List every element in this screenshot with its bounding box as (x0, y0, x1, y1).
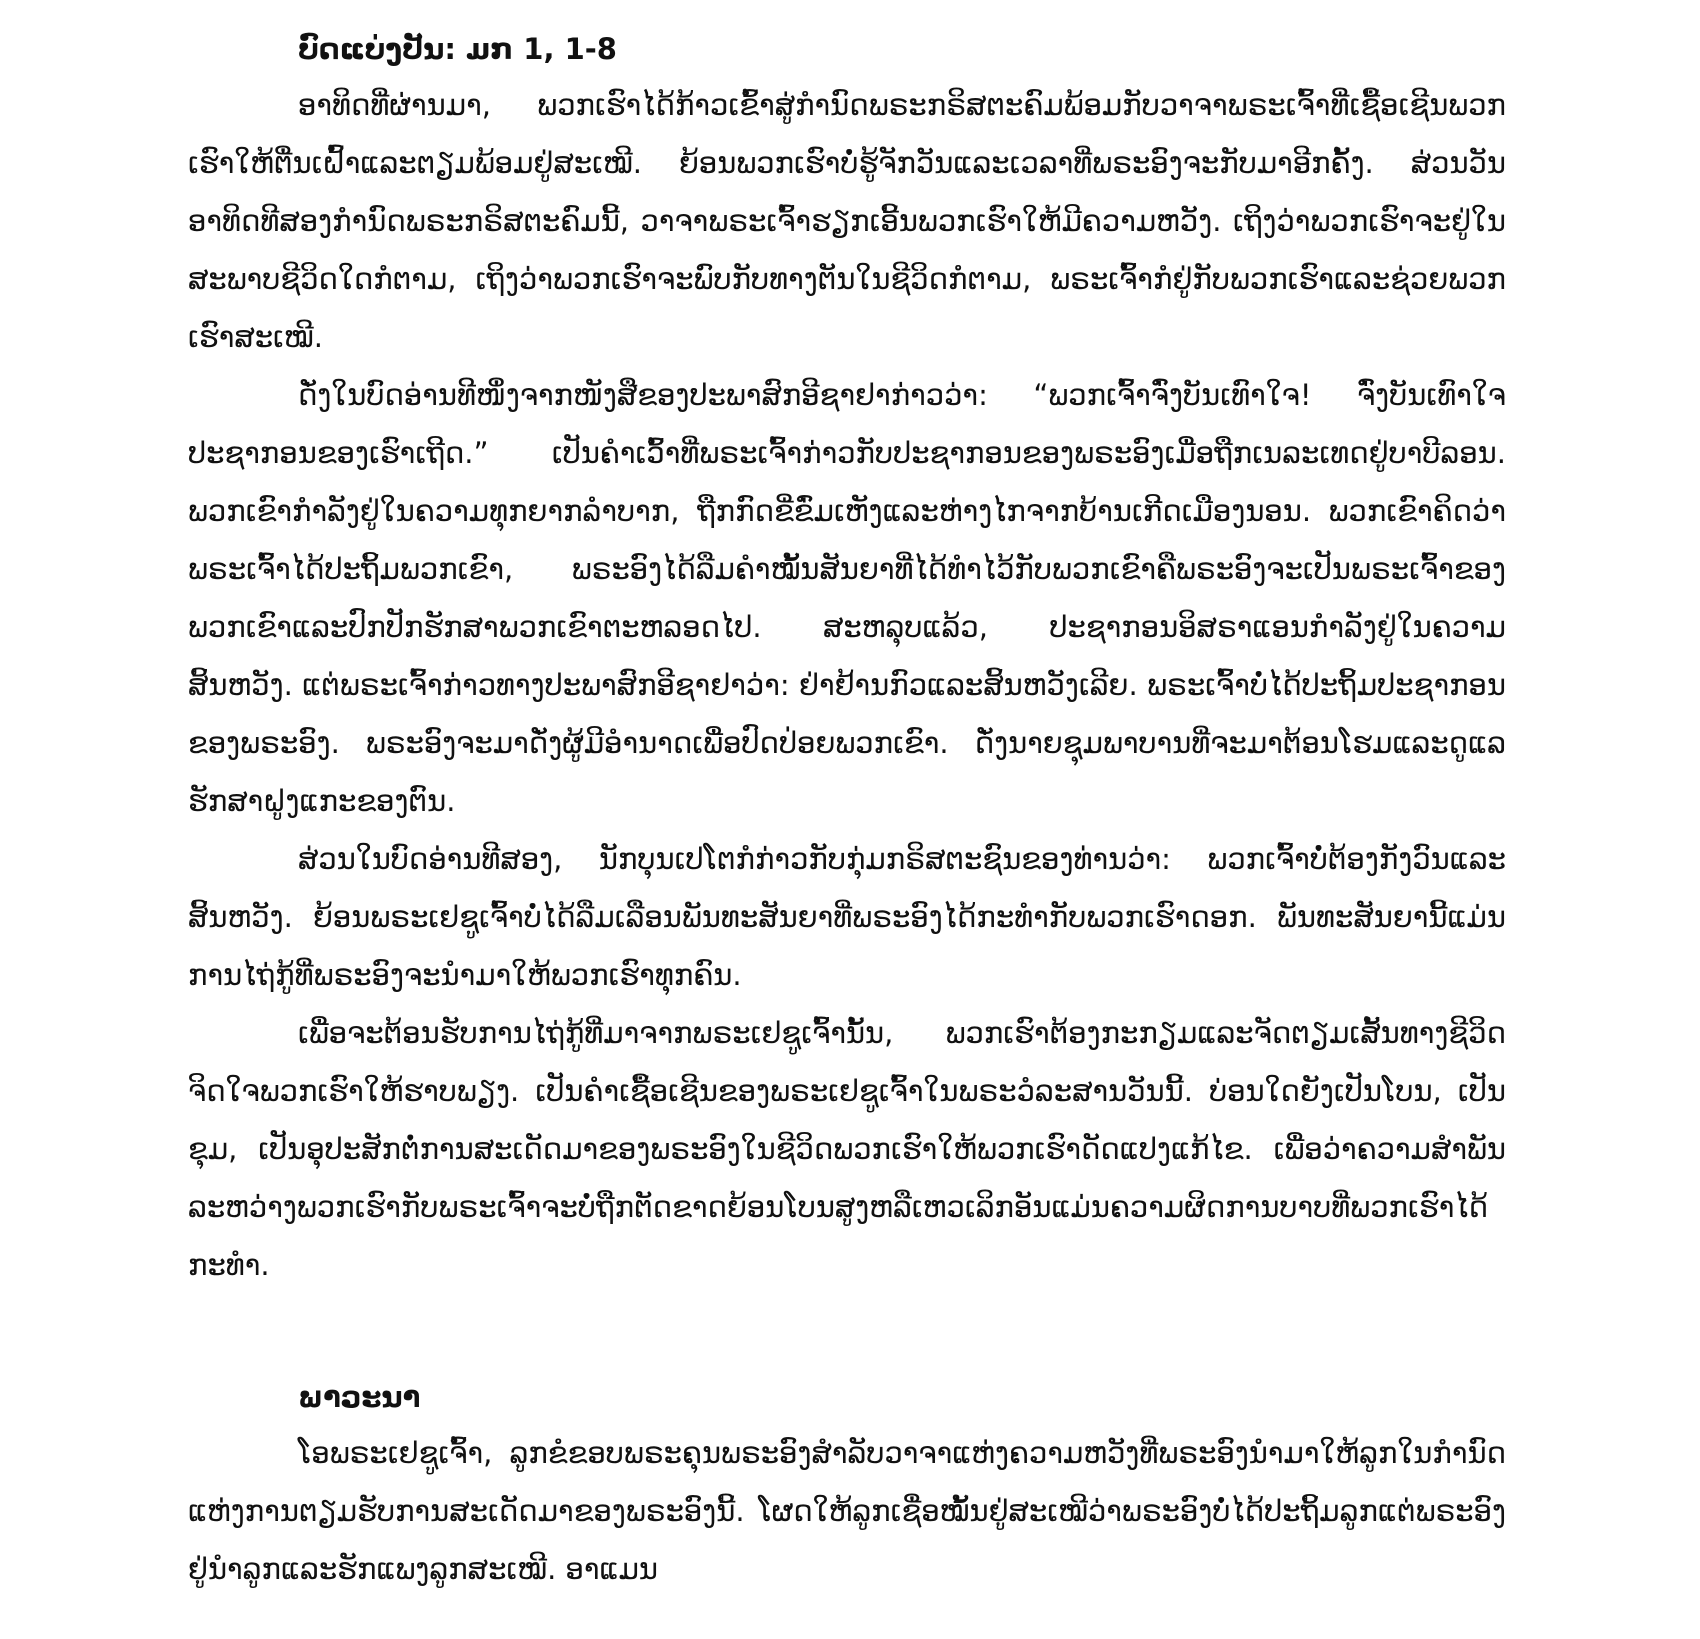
reading-heading: ບົດແບ່ງປັນ: ມກ 1, 1-8 (298, 32, 617, 66)
prayer-paragraph: ໂອພຣະເຢຊູເຈົ້າ, ລູກຂໍຂອບພຣະຄຸນພຣະອົງສຳລັບວາຈາແຫ່ງຄວາມຫວັງທີ່ພຣະອົງນຳມາໃຫ້ລູກໃນກຳນົດແຫ່ງການຕຽມຮັບການສະເດັດມາຂອງພຣະອົງນີ້. ໂຜດໃຫ້ລູກເຊື່ອໝັ້ນຢູ່ສະເໝີວ່າພຣະອົງບໍ່ໄດ້ປະຖິ້ມລູກແຕ່ພຣະອົງຢູ່ນຳລູກແລະຮັກແພງລູກສະເໝີ. ອາແມນ (188, 1436, 1506, 1586)
reading-paragraph-4: ເພື່ອຈະຕ້ອນຮັບການໄຖ່ກູ້ທີ່ມາຈາກພຣະເຢຊູເຈົ້ານັ້ນ, ພວກເຮົາຕ້ອງກະກຽມແລະຈັດຕຽມເສັ້ນທາງຊີວິດຈິດໃຈພວກເຮົາໃຫ້ຮາບພຽງ. ເປັນຄຳເຊື້ອເຊີນຂອງພຣະເຢຊູເຈົ້າໃນພຣະວໍລະສານວັນນີ້. ບ່ອນໃດຍັງເປັນໂບນ, ເປັນຂຸມ, ເປັນອຸປະສັກຕໍ່ການສະເດັດມາຂອງພຣະອົງໃນຊີວິດພວກເຮົາໃຫ້ພວກເຮົາດັດແປງແກ້ໄຂ. ເພື່ອວ່າຄວາມສຳພັນລະຫວ່າງພວກເຮົາກັບພຣະເຈົ້າຈະບໍ່ຖືກຕັດຂາດຍ້ອນໂບນສູງຫລືເຫວເລິກອັນແມ່ນຄວາມຜິດການບາບທີ່ພວກເຮົາໄດ້ກະທຳ. (188, 1016, 1506, 1282)
reading-paragraph-1: ອາທິດທີ່ຜ່ານມາ, ພວກເຮົາໄດ້ກ້າວເຂົ້າສູ່ກຳນົດພຣະກຣິສຕະຄົມພ້ອມກັບວາຈາພຣະເຈົ້າທີ່ເຊື້ອເຊີນພວກເຮົາໃຫ້ຕື່ນເຝົ້າແລະຕຽມພ້ອມຢູ່ສະເໝີ. ຍ້ອນພວກເຮົາບໍ່ຮູ້ຈັກວັນແລະເວລາທີ່ພຣະອົງຈະກັບມາອີກຄັ້ງ. ສ່ວນວັນອາທິດທີສອງກຳນົດພຣະກຣິສຕະຄົມນີ້, ວາຈາພຣະເຈົ້າຮຽກເອີ້ນພວກເຮົາໃຫ້ມີຄວາມຫວັງ. ເຖິງວ່າພວກເຮົາຈະຢູ່ໃນສະພາບຊີວິດໃດກໍຕາມ, ເຖິງວ່າພວກເຮົາຈະພົບກັບທາງຕັນໃນຊີວິດກໍຕາມ, ພຣະເຈົ້າກໍຢູ່ກັບພວກເຮົາແລະຊ່ວຍພວກເຮົາສະເໝີ. (188, 88, 1506, 354)
document-body (188, 22, 1506, 1598)
reading-paragraph-3: ສ່ວນໃນບົດອ່ານທີສອງ, ນັກບຸນເປໂຕກໍກ່າວກັບກຸ່ມກຣິສຕະຊົນຂອງທ່ານວ່າ: ພວກເຈົ້າບໍ່ຕ້ອງກັງວົນແລະສິ້ນຫວັງ. ຍ້ອນພຣະເຢຊູເຈົ້າບໍ່ໄດ້ລືມເລືອນພັນທະສັນຍາທີ່ພຣະອົງໄດ້ກະທຳກັບພວກເຮົາດອກ. ພັນທະສັນຍານີ້ແມ່ນການໄຖ່ກູ້ທີ່ພຣະອົງຈະນຳມາໃຫ້ພວກເຮົາທຸກຄົນ. (188, 842, 1506, 992)
prayer-heading: ພາວະນາ (298, 1380, 421, 1414)
section-spacer (188, 1294, 1506, 1370)
reading-paragraph-2: ດັ່ງໃນບົດອ່ານທີໜຶ່ງຈາກໜັງສືຂອງປະພາສົກອີຊາຢາກ່າວວ່າ: “ພວກເຈົ້າຈົ່ງບັນເທົາໃຈ! ຈົ່ງບັນເທົາໃຈປະຊາກອນຂອງເຮົາເຖີດ.” ເປັນຄຳເວົ້າທີ່ພຣະເຈົ້າກ່າວກັບປະຊາກອນຂອງພຣະອົງເມື່ອຖືກເນລະເທດຢູ່ບາບີລອນ. ພວກເຂົາກຳລັງຢູ່ໃນຄວາມທຸກຍາກລຳບາກ, ຖືກກົດຂີ່ຂົ່ມເຫັງແລະຫ່າງໄກຈາກບ້ານເກີດເມືອງນອນ. ພວກເຂົາຄິດວ່າພຣະເຈົ້າໄດ້ປະຖິ້ມພວກເຂົາ, ພຣະອົງໄດ້ລືມຄຳໝັ້ນສັນຍາທີ່ໄດ້ທຳໄວ້ກັບພວກເຂົາຄືພຣະອົງຈະເປັນພຣະເຈົ້າຂອງພວກເຂົາແລະປົກປັກຮັກສາພວກເຂົາຕະຫລອດໄປ. ສະຫລຸບແລ້ວ, ປະຊາກອນອິສຣາແອນກຳລັງຢູ່ໃນຄວາມສິ້ນຫວັງ. ແຕ່ພຣະເຈົ້າກ່າວທາງປະພາສົກອີຊາຢາວ່າ: ຢ່າຢ້ານກົວແລະສິ້ນຫວັງເລີຍ. ພຣະເຈົ້າບໍ່ໄດ້ປະຖິ້ມປະຊາກອນຂອງພຣະອົງ. ພຣະອົງຈະມາດັ່ງຜູ້ມີອຳນາດເພື່ອປົດປ່ອຍພວກເຂົາ. ດັ່ງນາຍຊຸມພາບານທີ່ຈະມາຕ້ອນໂຮມແລະດູແລຮັກສາຝູງແກະຂອງຕົນ. (188, 378, 1506, 818)
